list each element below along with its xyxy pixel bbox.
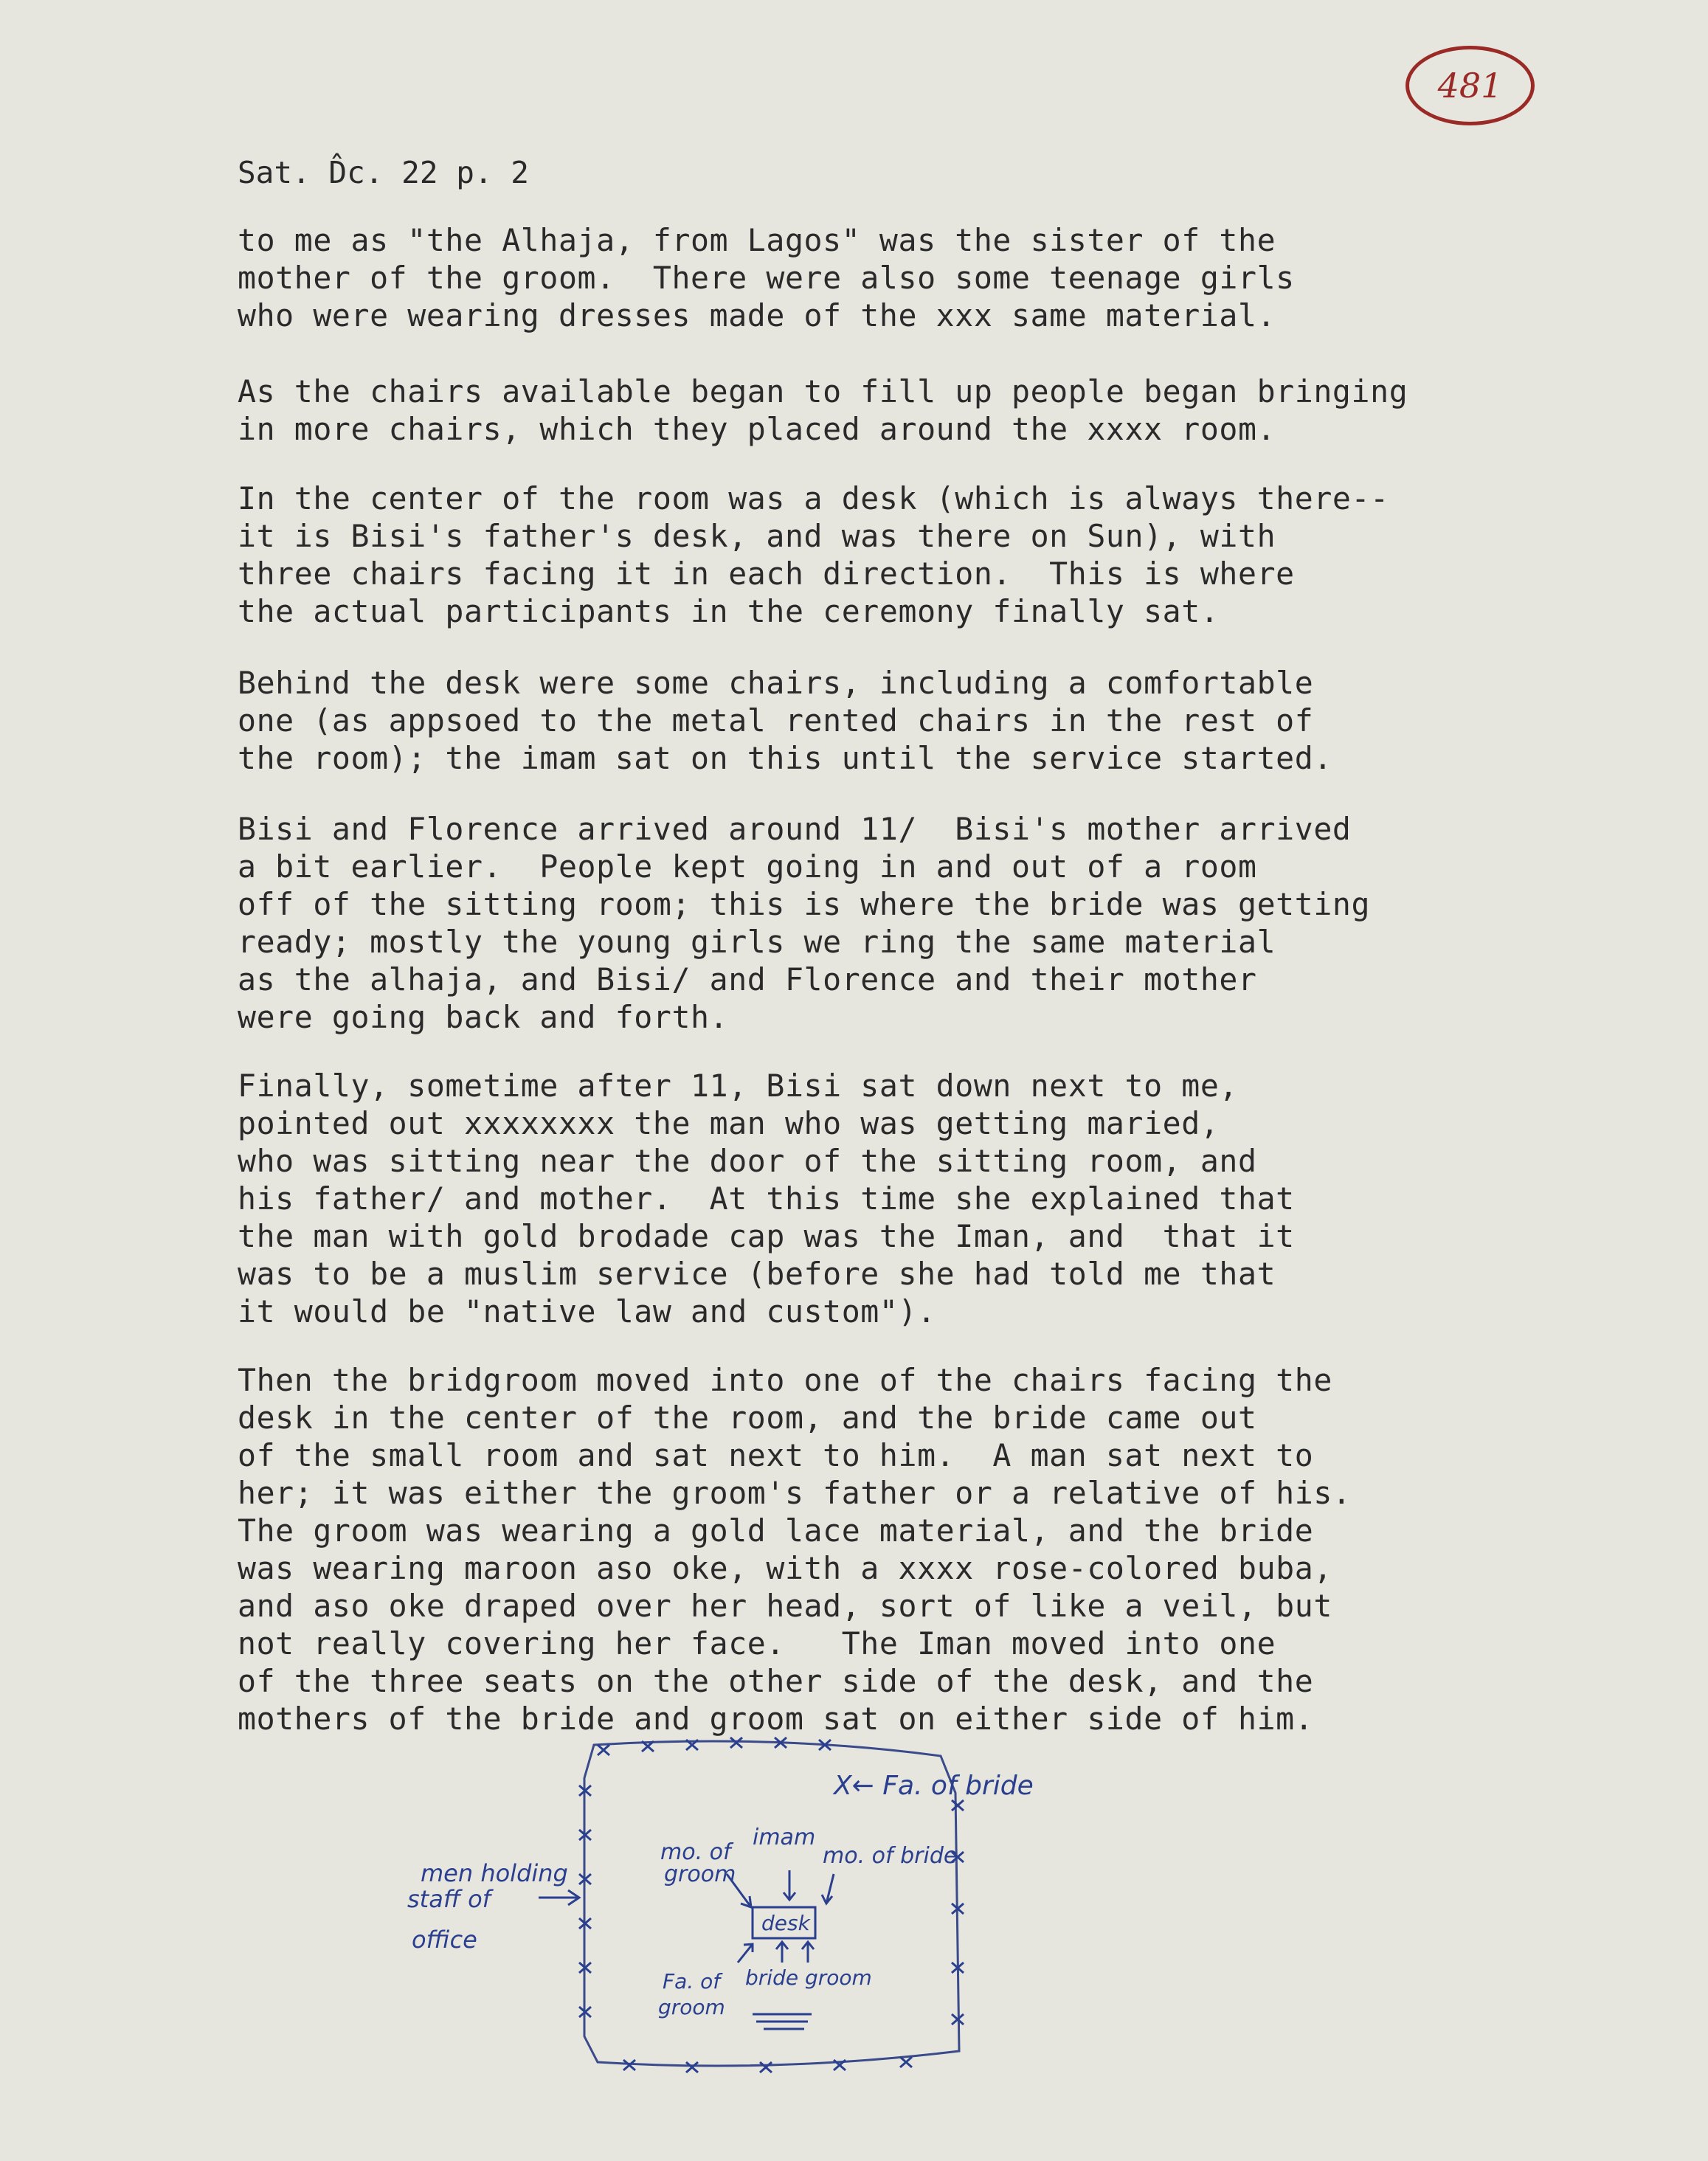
fa-groom-label: groom	[658, 1995, 725, 2019]
mo-of-groom-label: mo. of	[660, 1839, 731, 1865]
office-label: office	[412, 1926, 477, 1954]
fa-of-label: Fa. of	[663, 1969, 721, 1994]
paragraph-6: Finally, sometime after 11, Bisi sat down next to me, pointed out xxxxxxxx the man who was getting maried, who was sitting near the door of the sitting room, and his father/ and mother. At this time she explained that the man with gold brodade cap was the Iman, and that it was to be a muslim service (before she had told me that it would be "native law and custom").	[238, 1068, 1295, 1330]
paragraph-5: Bisi and Florence arrived around 11/ Bisi's mother arrived a bit earlier. People kept going in and out of a room off of the sitting room; this is where the bride was getting ready; mostly the young girls we ring the same material as the alhaja, and Bisi/ and Florence and their mother were going back and forth.	[238, 811, 1371, 1035]
groom-label: groom	[664, 1861, 736, 1887]
room-sketch	[391, 1726, 1129, 2088]
paragraph-2: As the chairs available began to fill up people began bringing in more chairs, which they placed around the xxxx room.	[238, 373, 1408, 447]
fa-of-bride-label: X← Fa. of bride	[834, 1771, 1034, 1801]
desk-label: desk	[761, 1911, 810, 1935]
page-number-circled: 481	[1406, 46, 1535, 125]
page-header: Sat. D̂c. 22 p. 2	[238, 155, 529, 190]
mo-of-bride-label: mo. of bride	[823, 1843, 958, 1869]
bride-groom-label: bride groom	[745, 1965, 872, 1990]
paragraph-3: In the center of the room was a desk (which is always there-- it is Bisi's father's desk, and was there on Sun), with three chairs facing it in each direction. This is where the actual participants in the ceremony finally sat.	[238, 480, 1389, 629]
imam-label: imam	[753, 1825, 816, 1850]
paragraph-1: to me as "the Alhaja, from Lagos" was the sister of the mother of the groom. There were also some teenage girls who were wearing dresses made of the xxx same material.	[238, 222, 1295, 333]
paragraph-7: Then the bridgroom moved into one of the chairs facing the desk in the center of the room, and the bride came out of the small room and sat next to him. A man sat next to her; it was either the groom's father or a relative of his. The groom was wearing a gold lace material, and the bride was wearing maroon aso oke, with a xxxx rose-colored buba, and aso oke draped over her head, sort of like a veil, but not really covering her face. The Iman moved into one of the three seats on the other side of the desk, and the mothers of the bride and groom sat on either side of him.	[238, 1362, 1352, 1737]
paragraph-4: Behind the desk were some chairs, including a comfortable one (as appsoed to the metal rented chairs in the rest of the room); the imam sat on this until the service started.	[238, 665, 1332, 776]
staff-of-label: staff of	[407, 1885, 491, 1913]
men-holding-label: men holding	[421, 1859, 568, 1887]
